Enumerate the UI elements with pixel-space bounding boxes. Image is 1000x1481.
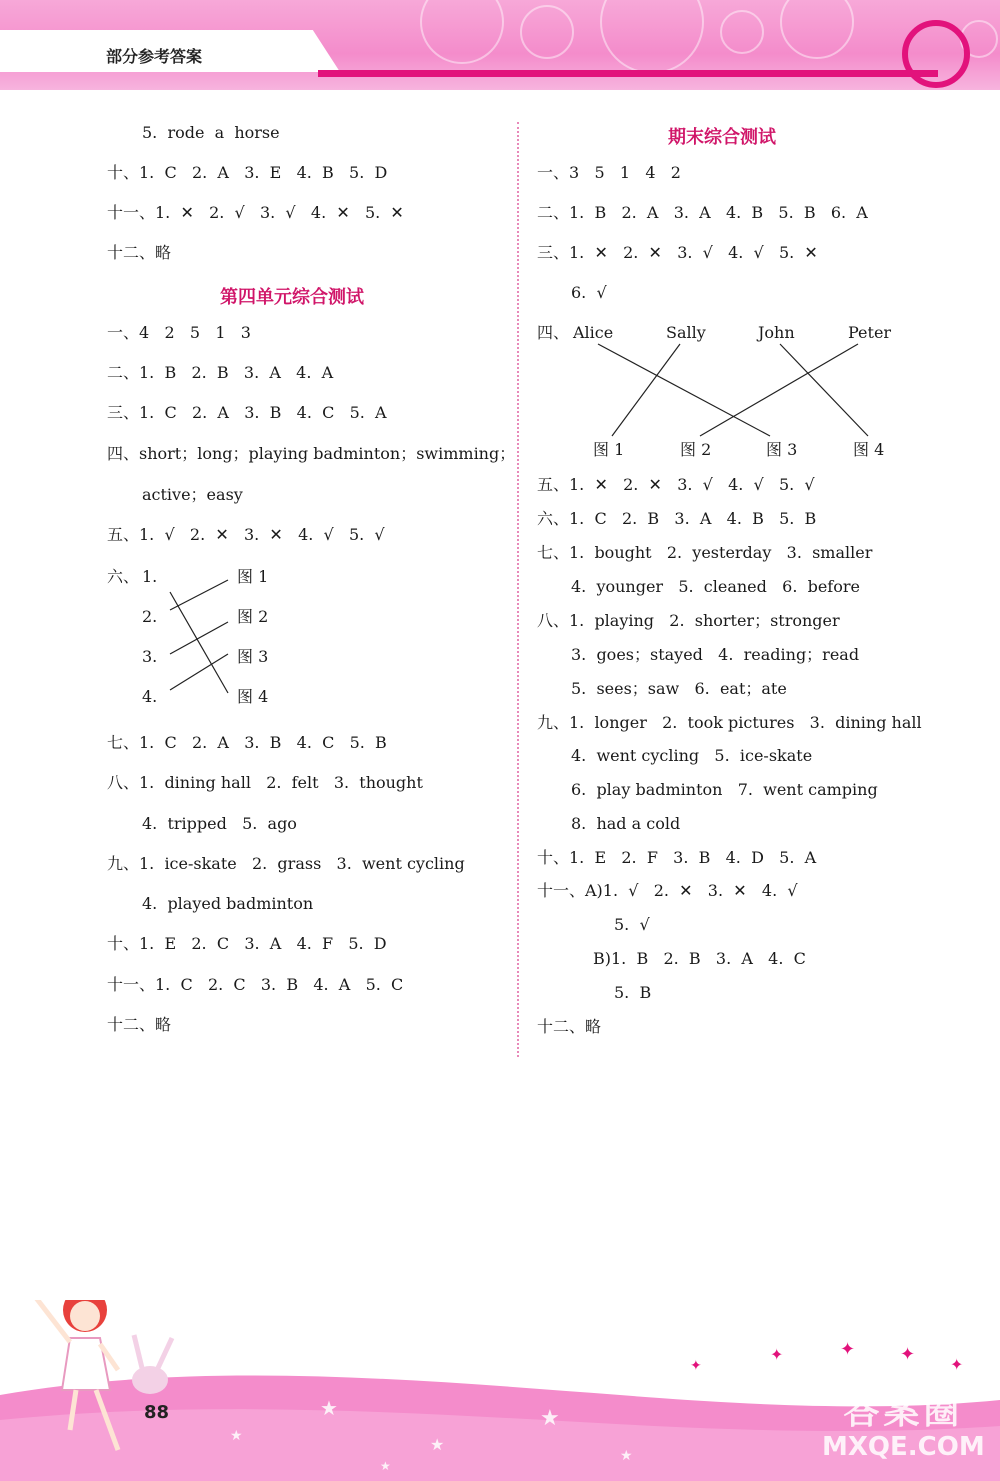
answer-line: 十、1. C 2. A 3. E 4. B 5. D — [107, 163, 388, 182]
answer-line: 七、1. C 2. A 3. B 4. C 5. B — [107, 733, 387, 752]
page-number: 88 — [144, 1402, 170, 1423]
answer-line: 4. younger 5. cleaned 6. before — [571, 577, 860, 596]
svg-text:★: ★ — [320, 1396, 338, 1420]
svg-text:★: ★ — [540, 1406, 560, 1431]
answer-line: 三、1. ✕ 2. ✕ 3. √ 4. √ 5. ✕ — [537, 243, 818, 262]
section-title-final: 期末综合测试 — [668, 127, 776, 148]
svg-text:★: ★ — [380, 1459, 391, 1473]
answer-line: 十一、1. C 2. C 3. B 4. A 5. C — [107, 975, 404, 994]
answer-line: 8. had a cold — [571, 814, 681, 833]
match-item: 3. — [142, 647, 158, 666]
answer-line: 4. tripped 5. ago — [142, 814, 297, 833]
section-title-unit4: 第四单元综合测试 — [220, 287, 364, 308]
answer-line: 八、1. dining hall 2. felt 3. thought — [107, 773, 423, 792]
match-name: Peter — [848, 323, 892, 342]
match-figure: 图 3 — [766, 440, 798, 459]
answer-line: 4. went cycling 5. ice-skate — [571, 746, 813, 765]
match-item: 1. — [142, 567, 158, 586]
answer-line: B)1. B 2. B 3. A 4. C — [593, 949, 806, 968]
answer-line: 5. B — [614, 983, 652, 1002]
answer-line: 二、1. B 2. A 3. A 4. B 5. B 6. A — [537, 203, 868, 222]
svg-text:★: ★ — [430, 1435, 445, 1454]
answer-line: 一、3 5 1 4 2 — [537, 163, 681, 182]
answer-line: 八、1. playing 2. shorter；stronger — [537, 611, 840, 630]
match-figure: 图 4 — [853, 440, 885, 459]
svg-text:✦: ✦ — [690, 1358, 702, 1374]
match-item: 4. — [142, 687, 158, 706]
answer-line: 二、1. B 2. B 3. A 4. A — [107, 363, 334, 382]
answer-line: 十、1. E 2. C 3. A 4. F 5. D — [107, 934, 387, 953]
answer-line: 十二、略 — [537, 1017, 602, 1036]
answer-line: active；easy — [142, 485, 243, 504]
answer-line: 5. rode a horse — [142, 123, 280, 142]
svg-text:★: ★ — [620, 1448, 633, 1464]
answer-line: 十一、1. ✕ 2. √ 3. √ 4. ✕ 5. ✕ — [107, 203, 404, 222]
svg-text:★: ★ — [230, 1428, 243, 1444]
svg-text:✦: ✦ — [840, 1339, 856, 1360]
match-figure: 图 1 — [237, 567, 269, 586]
answer-line: 十二、略 — [107, 1015, 172, 1034]
answer-line: 一、4 2 5 1 3 — [107, 323, 251, 342]
answer-line: 三、1. C 2. A 3. B 4. C 5. A — [107, 403, 387, 422]
answer-line: 十、1. E 2. F 3. B 4. D 5. A — [537, 848, 817, 867]
answer-line: 3. goes；stayed 4. reading；read — [571, 645, 860, 664]
watermark-logo: 答案圈 — [843, 1391, 964, 1432]
answer-line: 5. √ — [614, 915, 650, 934]
match-line — [700, 344, 858, 436]
match-item: 2. — [142, 607, 158, 626]
answer-line: 十一、A)1. √ 2. ✕ 3. ✕ 4. √ — [537, 881, 798, 900]
svg-text:✦: ✦ — [900, 1344, 916, 1365]
answer-line: 九、1. longer 2. took pictures 3. dining hall — [537, 713, 922, 732]
match-figure: 图 2 — [237, 607, 269, 626]
answer-line: 九、1. ice-skate 2. grass 3. went cycling — [107, 854, 465, 873]
watermark-url: MXQE.COM — [822, 1432, 985, 1462]
page-header-title: 部分参考答案 — [106, 47, 203, 66]
match-name: Sally — [666, 323, 706, 342]
answer-line: 五、1. ✕ 2. ✕ 3. √ 4. √ 5. √ — [537, 475, 815, 494]
match-name: Alice — [573, 323, 614, 342]
match-name: John — [758, 323, 795, 342]
answer-line: 6. √ — [571, 283, 607, 302]
answer-line: 七、1. bought 2. yesterday 3. smaller — [537, 543, 873, 562]
svg-text:✦: ✦ — [950, 1355, 964, 1374]
answer-line: 五、1. √ 2. ✕ 3. ✕ 4. √ 5. √ — [107, 525, 385, 544]
answer-line: 4. played badminton — [142, 894, 314, 913]
match-figure: 图 3 — [237, 647, 269, 666]
answer-line: 六、1. C 2. B 3. A 4. B 5. B — [537, 509, 817, 528]
question-label: 六、 — [107, 567, 140, 586]
answer-line: 5. sees；saw 6. eat；ate — [571, 679, 787, 698]
match-line — [598, 344, 770, 436]
match-line — [612, 344, 680, 436]
svg-text:✦: ✦ — [770, 1345, 784, 1364]
answer-line: 十二、略 — [107, 243, 172, 262]
match-figure: 图 2 — [680, 440, 712, 459]
answer-line: 6. play badminton 7. went camping — [571, 780, 878, 799]
match-line — [780, 344, 868, 436]
match-figure: 图 1 — [593, 440, 625, 459]
match-figure: 图 4 — [237, 687, 269, 706]
watermark — [822, 1392, 985, 1462]
answer-line: 四、short；long；playing badminton；swimming； — [107, 444, 516, 463]
question-label: 四、 — [537, 323, 570, 342]
